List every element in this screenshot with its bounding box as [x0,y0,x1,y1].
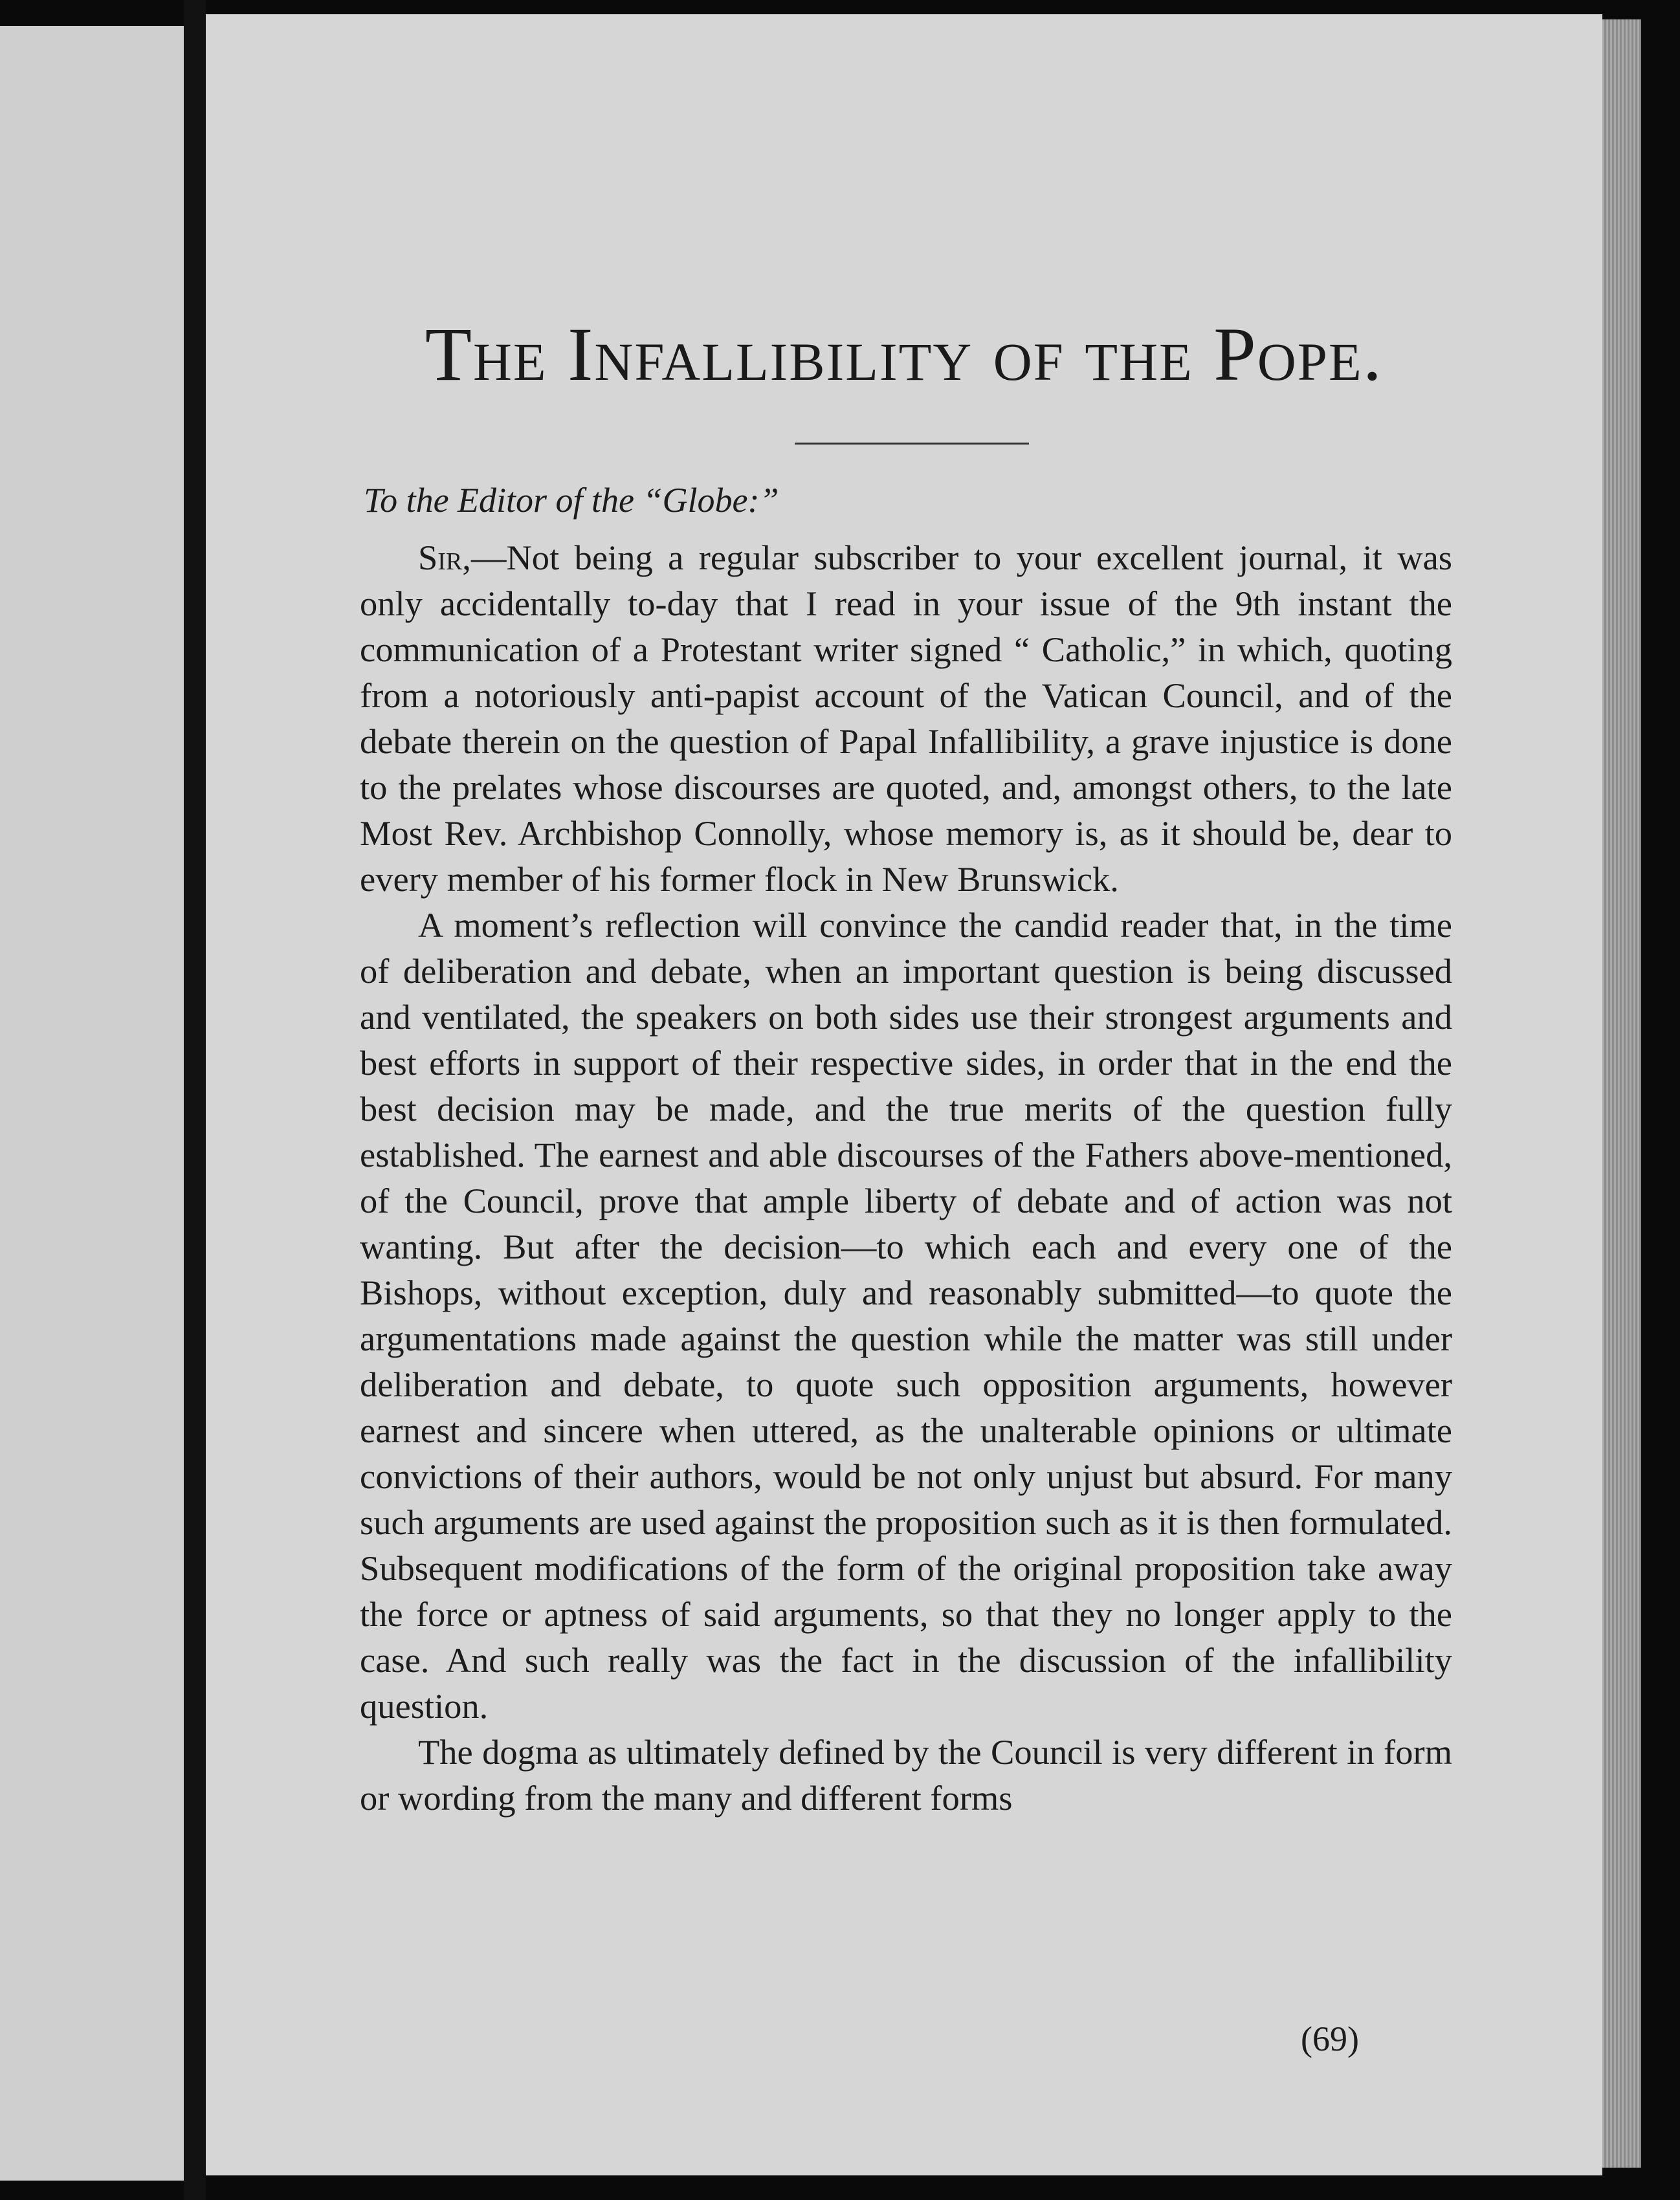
letter-body [360,534,1452,1821]
title-rule [795,443,1029,445]
paragraph-3: The dogma as ultimately defined by the Council is very different in form or wording from the many and different forms [360,1732,1452,1818]
page-title: The Infallibility of the Pope. [425,312,1384,397]
book-gutter [184,0,206,2200]
facing-page-edge [0,26,184,2181]
salutation: To the Editor of the “Globe:” [364,481,779,520]
page-number: (69) [1301,2019,1359,2058]
paragraph-1-lead: Sir, [418,538,471,577]
paragraph-2: A moment’s reflection will convince the candid reader that, in the time of deliberation and debate, when an important question is being discussed and ventilated, the speakers on both sides use their strongest arguments and best efforts in support of their respective sides, in order that in the end the best decision may be made, and the true merits of the question fully established. The earnest and able discourses of the Fathers above-mentioned, of the Council, prove that ample liberty of debate and of action was not wanting. But after the decision—to which each and every one of the Bishops, without exception, duly and reasonably submitted—to quote the argumentations made against the question while the matter was still under deliberation and debate, to quote such opposition arguments, however earnest and sincere when uttered, as the unalterable opinions or ultimate convictions of their authors, would be not only unjust but absurd. For many such arguments are used against the proposition such as it is then formulated. Subsequent modifications of the form of the original proposition take away the force or aptness of said arguments, so that they no longer apply to the case. And such really was the fact in the discussion of the infallibility question. [360,905,1452,1726]
page-edges [1602,19,1641,2168]
paragraph-1-text: —Not being a regular subscriber to your excellent journal, it was only accidentally to-day that I read in your issue of the 9th instant the communication of a Protestant writer signed “ Catholic,” in which, quoting from a notoriously anti-papist account of the Vatican Council, and of the debate therein on the question of Papal Infallibility, a grave injustice is done to the prelates whose discourses are quoted, and, amongst others, to the late Most Rev. Archbishop Connolly, whose memory is, as it should be, dear to every member of his former flock in New Brunswick. [360,538,1452,899]
scan-border [1641,0,1680,2200]
paragraph-1 [360,534,1452,902]
